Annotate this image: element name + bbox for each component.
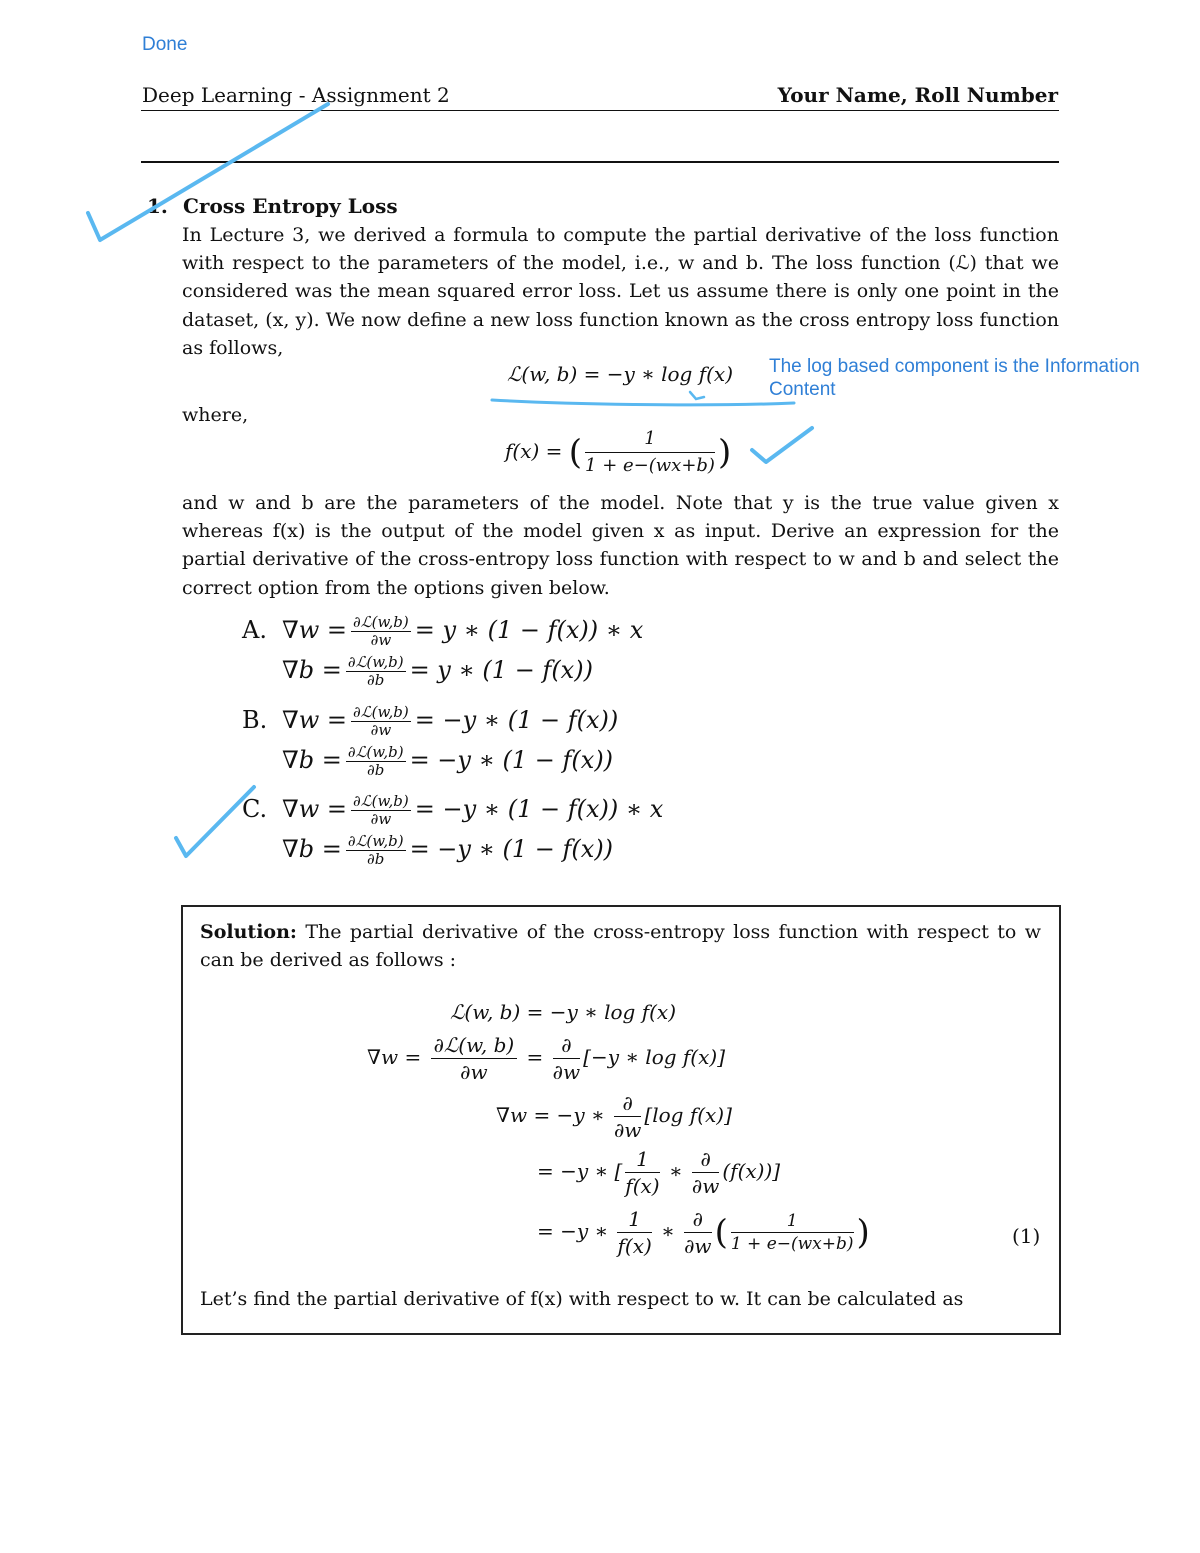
eq4-partial-numerator: ∂ xyxy=(692,1146,719,1173)
solution-intro-text: The partial derivative of the cross-entropy loss function with respect to w can be derived as follows : xyxy=(200,921,1041,972)
eq5-lhs: = −y ∗ xyxy=(537,1219,609,1243)
frac-denominator: ∂b xyxy=(367,671,385,689)
eq3-partial-numerator: ∂ xyxy=(614,1090,641,1117)
solution-equation-5: = −y ∗ $\frac{1}{f(x)}$ ∗ $\frac{\partial}{\partial w}$ ( $\frac{1}{1 + e-(wx+b)}$ ) xyxy=(537,1207,870,1258)
eq2-rhs: [−y ∗ log f(x)] xyxy=(583,1045,725,1069)
solution-equation-1: ℒ(w, b) = −y ∗ log f(x) xyxy=(450,1000,676,1024)
eq5-times: ∗ xyxy=(661,1219,675,1243)
done-button[interactable]: Done xyxy=(142,34,188,55)
eq3-partial-denominator: ∂w xyxy=(613,1118,642,1142)
eq2-numerator: ∂ℒ(w, b) xyxy=(431,1032,518,1059)
option-c-b-rhs: = −y ∗ (1 − f(x)) xyxy=(409,835,614,863)
eq5-numerator: 1 xyxy=(617,1206,651,1233)
header-author: Your Name, Roll Number xyxy=(777,83,1058,107)
sigmoid-denominator: 1 + e−(wx+b) xyxy=(585,455,715,476)
eq4-times: ∗ xyxy=(668,1159,683,1183)
grad-w-label: ∇w = xyxy=(282,795,348,823)
question-number: 1. xyxy=(147,194,168,218)
frac-numerator: ∂ℒ(w,b) xyxy=(347,743,404,761)
option-a-b-rhs: = y ∗ (1 − f(x)) xyxy=(409,656,593,684)
sigmoid-equation: f(x) = ( $\frac{1}{1 + e-(wx+b)}$ ) xyxy=(505,426,731,482)
annotation-note[interactable]: The log based component is the Information Content xyxy=(769,356,1140,400)
frac-denominator: ∂b xyxy=(367,761,385,779)
option-c-grad-b xyxy=(242,833,613,873)
underline-tick-mark xyxy=(690,392,704,399)
frac-numerator: ∂ℒ(w,b) xyxy=(353,613,409,631)
option-a-grad-b xyxy=(242,654,593,694)
checkmark-sigmoid-icon xyxy=(752,428,812,462)
option-b-label: B. xyxy=(242,706,268,734)
frac-denominator: ∂w xyxy=(370,810,392,828)
sigmoid-numerator: 1 xyxy=(585,426,715,453)
eq4-lhs: = −y ∗ [ xyxy=(537,1159,623,1183)
question-title: Cross Entropy Loss xyxy=(183,194,398,218)
eq2-partial-numerator: ∂ xyxy=(553,1032,580,1059)
eq5-denominator: f(x) xyxy=(617,1234,652,1258)
grad-b-label: ∇b = xyxy=(282,746,342,774)
solution-equation-4 xyxy=(537,1146,780,1199)
eq4-numerator: 1 xyxy=(625,1146,659,1173)
eq3-rhs: [log f(x)] xyxy=(644,1103,732,1127)
eq2-denominator: ∂w xyxy=(460,1060,488,1084)
frac-numerator: ∂ℒ(w,b) xyxy=(347,653,404,671)
solution-equation-3 xyxy=(496,1090,732,1143)
solution-closing-text: Let’s find the partial derivative of f(x) with respect to w. It can be calculated as xyxy=(200,1288,964,1310)
underline-loss-annotation xyxy=(492,400,794,405)
option-c-w-rhs: = −y ∗ (1 − f(x)) ∗ x xyxy=(414,795,664,823)
option-b-w-rhs: = −y ∗ (1 − f(x)) xyxy=(414,706,619,734)
option-c-label: C. xyxy=(242,795,268,823)
frac-numerator: ∂ℒ(w,b) xyxy=(353,792,409,810)
eq2-equals: = xyxy=(526,1045,544,1069)
solution-label: Solution: xyxy=(200,921,297,943)
option-a-grad-w[interactable] xyxy=(242,614,643,654)
solution-equation-2 xyxy=(367,1032,725,1085)
grad-w-label: ∇w = xyxy=(282,706,348,734)
grad-b-label: ∇b = xyxy=(282,656,342,684)
eq4-rhs: (f(x))] xyxy=(722,1159,781,1183)
eq4-denominator: f(x) xyxy=(625,1174,660,1198)
eq5-inner-numerator: 1 xyxy=(731,1210,854,1233)
header-rule xyxy=(141,110,1059,111)
option-a-label: A. xyxy=(242,616,267,644)
eq4-partial-denominator: ∂w xyxy=(691,1174,720,1198)
frac-denominator: ∂w xyxy=(370,631,392,649)
header-course-title: Deep Learning - Assignment 2 xyxy=(142,83,450,107)
checkmark-question-icon xyxy=(88,104,328,240)
solution-intro xyxy=(200,918,1041,974)
eq5-inner-denominator: 1 + e−(wx+b) xyxy=(730,1234,854,1254)
sigmoid-lhs: f(x) = xyxy=(505,439,569,463)
option-b-grad-b xyxy=(242,744,613,784)
question-body-paragraph: and w and b are the parameters of the model. Note that y is the true value given x whereas f(x) is the output of the model given x as input. Derive an expression for the partial derivative of the cross-entropy loss function with respect to w and b and select the correct option from the options given below. xyxy=(182,492,1059,599)
eq5-partial-numerator: ∂ xyxy=(684,1206,711,1233)
frac-denominator: ∂w xyxy=(370,721,392,739)
option-a-w-rhs: = y ∗ (1 − f(x)) ∗ x xyxy=(414,616,644,644)
frac-numerator: ∂ℒ(w,b) xyxy=(353,703,409,721)
grad-b-label: ∇b = xyxy=(282,835,342,863)
where-label: where, xyxy=(182,404,249,426)
loss-equation: ℒ(w, b) = −y ∗ log f(x) xyxy=(507,362,733,386)
eq5-partial-denominator: ∂w xyxy=(684,1234,712,1258)
frac-numerator: ∂ℒ(w,b) xyxy=(347,832,404,850)
eq2-partial-denominator: ∂w xyxy=(552,1060,581,1084)
option-b-grad-w[interactable] xyxy=(242,704,618,744)
option-c-grad-w[interactable] xyxy=(242,793,663,833)
frac-denominator: ∂b xyxy=(367,850,385,868)
equation-number: (1) xyxy=(1012,1224,1041,1248)
grad-w-label: ∇w = xyxy=(282,616,348,644)
section-rule xyxy=(141,161,1059,163)
eq2-lhs: ∇w = xyxy=(367,1045,422,1069)
question-intro-paragraph: In Lecture 3, we derived a formula to compute the partial derivative of the loss function with respect to the parameters of the model, i.e., w and b. The loss function (ℒ) that we considered was the mean squared error loss. Let us assume there is only one point in the dataset, (x, y). We now define a new loss function known as the cross entropy loss function as follows, xyxy=(182,224,1059,359)
option-b-b-rhs: = −y ∗ (1 − f(x)) xyxy=(409,746,614,774)
eq3-lhs: ∇w = −y ∗ xyxy=(496,1103,605,1127)
